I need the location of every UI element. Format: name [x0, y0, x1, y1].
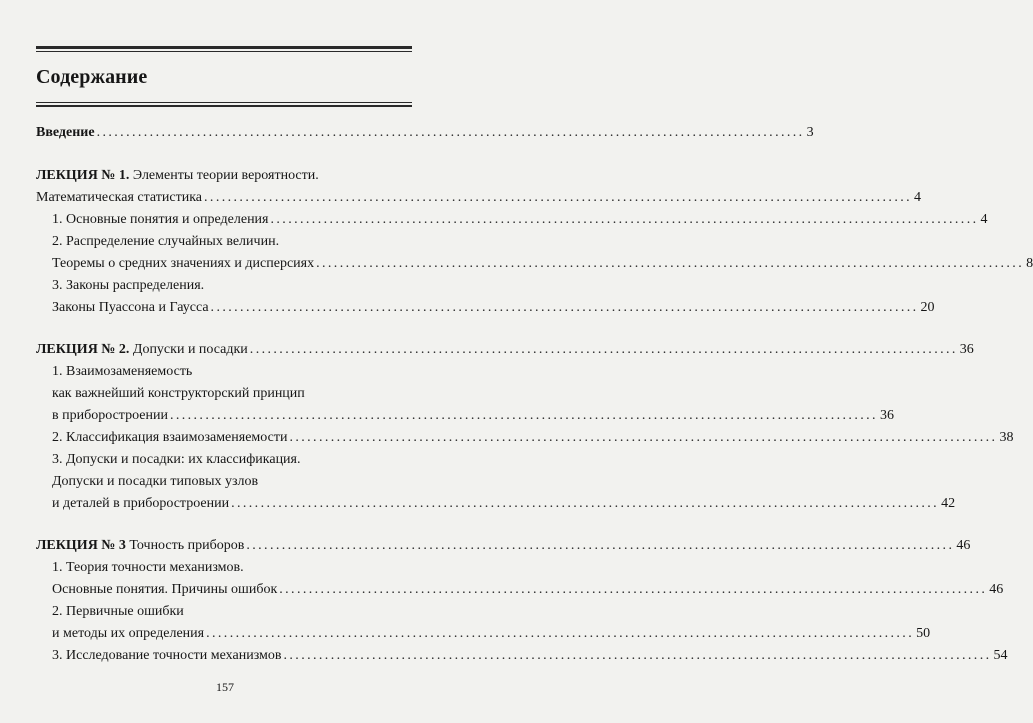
- toc-entry-2-1-line1: 1. Взаимозаменяемость: [52, 364, 193, 379]
- toc-entry-2-1-line2: как важнейший конструкторский принцип: [52, 386, 305, 401]
- toc-entry-2-2[interactable]: [52, 428, 1014, 448]
- toc-label: и деталей в приборостроении: [52, 496, 230, 511]
- dot-leader: ........................................................................................................................: [206, 626, 915, 641]
- dot-leader: ........................................................................................................................: [279, 582, 988, 597]
- dot-leader: ........................................................................................................................: [249, 342, 958, 357]
- toc-page-number: 4: [914, 190, 922, 205]
- toc-label: 2. Классификация взаимозаменяемости: [52, 430, 288, 445]
- toc-entry-3-2[interactable]: [52, 624, 931, 644]
- lecture-title: Элементы теории вероятности.: [132, 168, 319, 183]
- top-double-rule: [36, 46, 412, 52]
- toc-page-number: 8: [1026, 256, 1033, 271]
- lecture-prefix: ЛЕКЦИЯ № 1.: [36, 168, 130, 183]
- dot-leader: ........................................................................................................................: [231, 496, 940, 511]
- toc-entry-intro[interactable]: [36, 123, 814, 143]
- toc-entry-1-2[interactable]: [52, 254, 1033, 274]
- toc-label: и методы их определения: [52, 626, 205, 641]
- toc-entry-3-1-line1: 1. Теория точности механизмов.: [52, 560, 244, 575]
- toc-entry-3-2-line1: 2. Первичные ошибки: [52, 604, 184, 619]
- dot-leader: ........................................................................................................................: [204, 190, 913, 205]
- toc-entry-lecture-1[interactable]: [36, 188, 922, 208]
- title-double-rule: [36, 102, 412, 107]
- dot-leader: ........................................................................................................................: [96, 125, 805, 140]
- toc-page-number: 38: [999, 430, 1014, 445]
- lecture-prefix: ЛЕКЦИЯ № 2.: [36, 342, 130, 357]
- toc-entry-1-3-line1: 3. Законы распределения.: [52, 278, 205, 293]
- dot-leader: ........................................................................................................................: [316, 256, 1025, 271]
- lecture-title: Допуски и посадки: [132, 342, 248, 357]
- toc-label: Математическая статистика: [36, 190, 203, 205]
- page-number: 157: [216, 680, 234, 694]
- lecture-prefix: ЛЕКЦИЯ № 3: [36, 538, 126, 553]
- toc-page-number: 20: [920, 300, 935, 315]
- toc-page-number: 46: [989, 582, 1004, 597]
- toc-entry-1-2-line1: 2. Распределение случайных величин.: [52, 234, 280, 249]
- toc-page-number: 42: [941, 496, 956, 511]
- toc-label: Теоремы о средних значениях и дисперсиях: [52, 256, 315, 271]
- toc-entry-lecture-3[interactable]: [36, 536, 971, 556]
- toc-entry-3-1[interactable]: [52, 580, 1004, 600]
- toc-entry-3-3[interactable]: [52, 646, 1008, 666]
- dot-leader: ........................................................................................................................: [169, 408, 878, 423]
- toc-label: в приборостроении: [52, 408, 168, 423]
- lecture-title: Точность приборов: [129, 538, 245, 553]
- toc-entry-2-3-line2: Допуски и посадки типовых узлов: [52, 474, 259, 489]
- toc-page-number: 3: [806, 125, 814, 140]
- toc-entry-2-3-line1: 3. Допуски и посадки: их классификация.: [52, 452, 301, 467]
- toc-entry-1-1[interactable]: [52, 210, 988, 230]
- toc-label: Основные понятия. Причины ошибок: [52, 582, 278, 597]
- dot-leader: ........................................................................................................................: [283, 648, 992, 663]
- toc-page-number: 54: [993, 648, 1008, 663]
- toc-label: Введение: [36, 125, 95, 140]
- toc-entry-2-1[interactable]: [52, 406, 894, 426]
- toc-page-number: 36: [959, 342, 974, 357]
- dot-leader: ........................................................................................................................: [246, 538, 955, 553]
- toc-label: 1. Основные понятия и определения: [52, 212, 269, 227]
- dot-leader: ........................................................................................................................: [210, 300, 919, 315]
- toc-page-number: 46: [956, 538, 971, 553]
- toc-label: 3. Исследование точности механизмов: [52, 648, 282, 663]
- dot-leader: ........................................................................................................................: [289, 430, 998, 445]
- toc-page-number: 4: [980, 212, 988, 227]
- page-title: Содержание: [36, 66, 148, 88]
- dot-leader: ........................................................................................................................: [270, 212, 979, 227]
- toc-page-number: 36: [879, 408, 894, 423]
- lecture-1-heading[interactable]: [36, 166, 412, 186]
- toc-label: Законы Пуассона и Гаусса: [52, 300, 209, 315]
- toc-entry-lecture-2[interactable]: [36, 340, 974, 360]
- toc-page-number: 50: [916, 626, 931, 641]
- toc-entry-2-3[interactable]: [52, 494, 956, 514]
- toc-entry-1-3[interactable]: [52, 298, 935, 318]
